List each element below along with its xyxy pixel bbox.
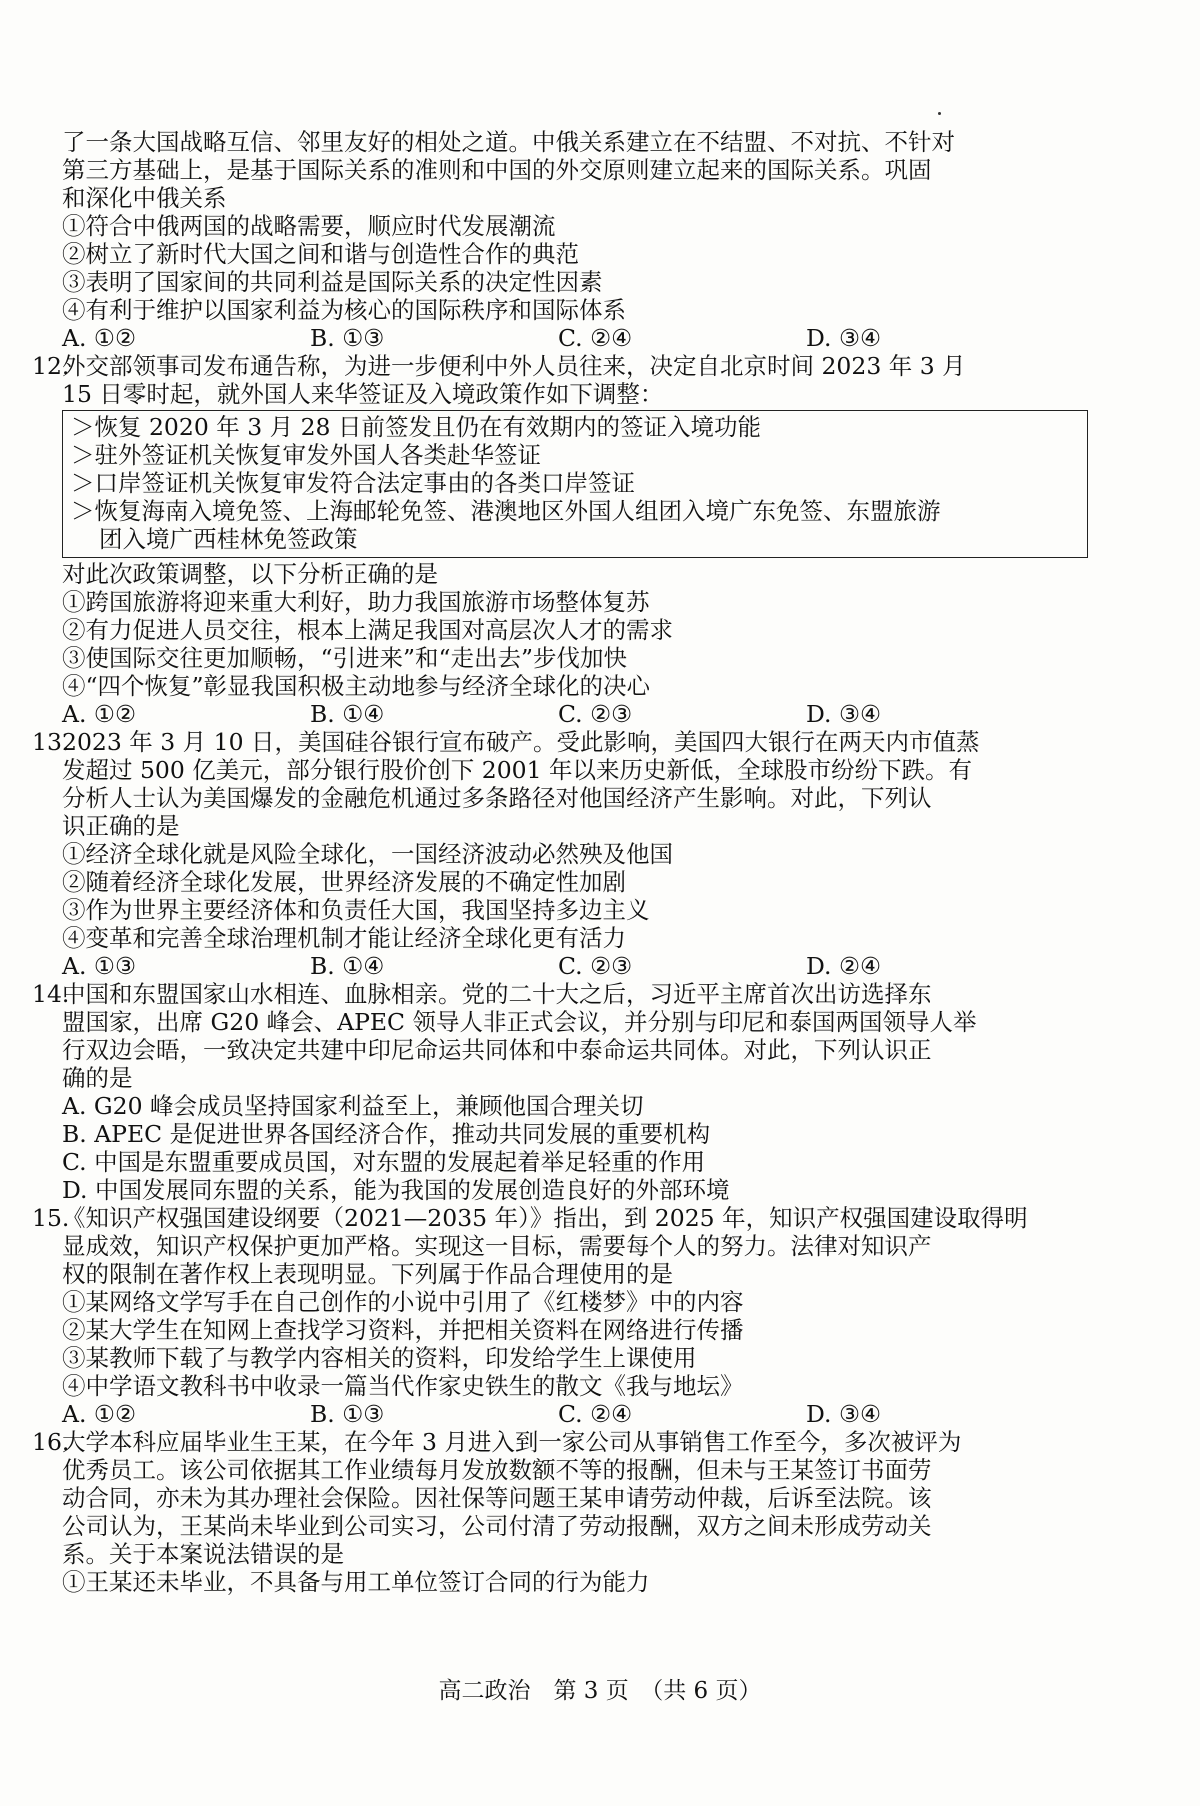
statement: ④中学语文教科书中收录一篇当代作家史铁生的散文《我与地坛》 (62, 1372, 744, 1400)
stem-text: 识正确的是 (62, 812, 180, 840)
statement: ①某网络文学写手在自己创作的小说中引用了《红楼梦》中的内容 (62, 1288, 744, 1316)
stem-text: 公司认为，王某尚未毕业到公司实习，公司付清了劳动报酬，双方之间未形成劳动关 (62, 1512, 932, 1540)
choice-c: C. 中国是东盟重要成员国，对东盟的发展起着举足轻重的作用 (62, 1148, 706, 1176)
statement: ①经济全球化就是风险全球化，一国经济波动必然殃及他国 (62, 840, 673, 868)
question-stem-line (32, 1428, 1092, 1456)
policy-item: ＞恢复海南入境免签、上海邮轮免签、港澳地区外国人组团入境广东免签、东盟旅游 (71, 497, 941, 525)
policy-item: ＞驻外签证机关恢复审发外国人各类赴华签证 (71, 441, 541, 469)
statement: ②某大学生在知网上查找学习资料，并把相关资料在网络进行传播 (62, 1316, 744, 1344)
q11-intro (62, 128, 1092, 212)
statement: ①王某还未毕业，不具备与用工单位签订合同的行为能力 (62, 1568, 650, 1596)
stem-text: 确的是 (62, 1064, 133, 1092)
text-line: 和深化中俄关系 (62, 184, 227, 212)
question-stem-line (32, 980, 1092, 1008)
statement: ③表明了国家间的共同利益是国际关系的决定性因素 (62, 268, 603, 296)
question-number: 16. (32, 1428, 70, 1456)
question-13 (32, 728, 1092, 980)
choice-a: A. G20 峰会成员坚持国家利益至上，兼顾他国合理关切 (62, 1092, 644, 1120)
question-stem-line (32, 728, 1092, 756)
policy-item-continued: 团入境广西桂林免签政策 (99, 525, 358, 553)
question-12 (32, 352, 1092, 728)
option-a: A. ①③ (62, 952, 137, 980)
stem-text: 发超过 500 亿美元，部分银行股价创下 2001 年以来历史新低，全球股市纷纷下跌。有 (62, 756, 973, 784)
question-number: 13. (32, 728, 70, 756)
option-d: D. ③④ (806, 324, 882, 352)
option-d: D. ②④ (806, 952, 882, 980)
q15-options (62, 1400, 1092, 1428)
stem-text: 分析人士认为美国爆发的金融危机通过多条路径对他国经济产生影响。对此，下列认 (62, 784, 932, 812)
option-c: C. ②③ (558, 952, 633, 980)
option-d: D. ③④ (806, 1400, 882, 1428)
statement: ③作为世界主要经济体和负责任大国，我国坚持多边主义 (62, 896, 650, 924)
q11-options (62, 324, 1092, 352)
stem-text: 系。关于本案说法错误的是 (62, 1540, 344, 1568)
question-number: 12. (32, 352, 70, 380)
stem-text: 中国和东盟国家山水相连、血脉相亲。党的二十大之后，习近平主席首次出访选择东 (62, 980, 932, 1008)
statement: ①符合中俄两国的战略需要，顺应时代发展潮流 (62, 212, 556, 240)
option-d: D. ③④ (806, 700, 882, 728)
statement: ①跨国旅游将迎来重大利好，助力我国旅游市场整体复苏 (62, 588, 650, 616)
policy-item: ＞恢复 2020 年 3 月 28 日前签发且仍在有效期内的签证入境功能 (71, 413, 761, 441)
option-c: C. ②③ (558, 700, 633, 728)
question-prompt: 对此次政策调整，以下分析正确的是 (62, 560, 438, 588)
question-stem-line (32, 1204, 1092, 1232)
stem-text: 盟国家，出席 G20 峰会、APEC 领导人非正式会议，并分别与印尼和泰国两国领导人举 (62, 1008, 977, 1036)
stem-text: 15 日零时起，就外国人来华签证及入境政策作如下调整： (62, 380, 664, 408)
choice-b: B. APEC 是促进世界各国经济合作，推动共同发展的重要机构 (62, 1120, 711, 1148)
statement: ②有力促进人员交往，根本上满足我国对高层次人才的需求 (62, 616, 673, 644)
option-c: C. ②④ (558, 324, 633, 352)
choice-d: D. 中国发展同东盟的关系，能为我国的发展创造良好的外部环境 (62, 1176, 730, 1204)
statement: ③某教师下载了与教学内容相关的资料，印发给学生上课使用 (62, 1344, 697, 1372)
question-stem-line (32, 352, 1092, 380)
statement: ④“四个恢复”彰显我国积极主动地参与经济全球化的决心 (62, 672, 651, 700)
statement: ②树立了新时代大国之间和谐与创造性合作的典范 (62, 240, 579, 268)
option-b: B. ①③ (310, 324, 385, 352)
q12-options (62, 700, 1092, 728)
q11-statements (62, 212, 1092, 324)
question-16 (32, 1428, 1092, 1596)
stem-text: 行双边会晤，一致决定共建中印尼命运共同体和中泰命运共同体。对此，下列认识正 (62, 1036, 932, 1064)
question-number: 14. (32, 980, 70, 1008)
scan-speck (938, 112, 941, 115)
q13-options (62, 952, 1092, 980)
option-b: B. ①④ (310, 700, 385, 728)
option-a: A. ①② (62, 324, 137, 352)
stem-text: 2023 年 3 月 10 日，美国硅谷银行宣布破产。受此影响，美国四大银行在两天内市值蒸 (62, 728, 980, 756)
stem-text: 动合同，亦未为其办理社会保险。因社保等问题王某申请劳动仲裁，后诉至法院。该 (62, 1484, 932, 1512)
option-a: A. ①② (62, 1400, 137, 1428)
stem-text: 大学本科应届毕业生王某，在今年 3 月进入到一家公司从事销售工作至今，多次被评为 (62, 1428, 962, 1456)
option-c: C. ②④ (558, 1400, 633, 1428)
text-line: 了一条大国战略互信、邻里友好的相处之道。中俄关系建立在不结盟、不对抗、不针对 (62, 128, 955, 156)
policy-box (62, 410, 1088, 558)
statement: ②随着经济全球化发展，世界经济发展的不确定性加剧 (62, 868, 626, 896)
policy-item: ＞口岸签证机关恢复审发符合法定事由的各类口岸签证 (71, 469, 635, 497)
stem-text: 权的限制在著作权上表现明显。下列属于作品合理使用的是 (62, 1260, 673, 1288)
stem-text: 《知识产权强国建设纲要（2021—2035 年）》指出，到 2025 年，知识产权强国建设取得明 (62, 1204, 1028, 1232)
stem-text: 优秀员工。该公司依据其工作业绩每月发放数额不等的报酬，但未与王某签订书面劳 (62, 1456, 932, 1484)
statement: ④变革和完善全球治理机制才能让经济全球化更有活力 (62, 924, 626, 952)
question-15 (32, 1204, 1092, 1428)
stem-text: 外交部领事司发布通告称，为进一步便利中外人员往来，决定自北京时间 2023 年 3 月 (62, 352, 966, 380)
option-b: B. ①④ (310, 952, 385, 980)
option-a: A. ①② (62, 700, 137, 728)
stem-text: 显成效，知识产权保护更加严格。实现这一目标，需要每个人的努力。法律对知识产 (62, 1232, 932, 1260)
question-14 (32, 980, 1092, 1204)
text-line: 第三方基础上，是基于国际关系的准则和中国的外交原则建立起来的国际关系。巩固 (62, 156, 932, 184)
option-b: B. ①③ (310, 1400, 385, 1428)
page-footer: 高二政治 第 3 页 （共 6 页） (438, 1678, 762, 1704)
question-number: 15. (32, 1204, 70, 1232)
exam-content (32, 128, 1092, 1596)
statement: ③使国际交往更加顺畅，“引进来”和“走出去”步伐加快 (62, 644, 628, 672)
statement: ④有利于维护以国家利益为核心的国际秩序和国际体系 (62, 296, 626, 324)
